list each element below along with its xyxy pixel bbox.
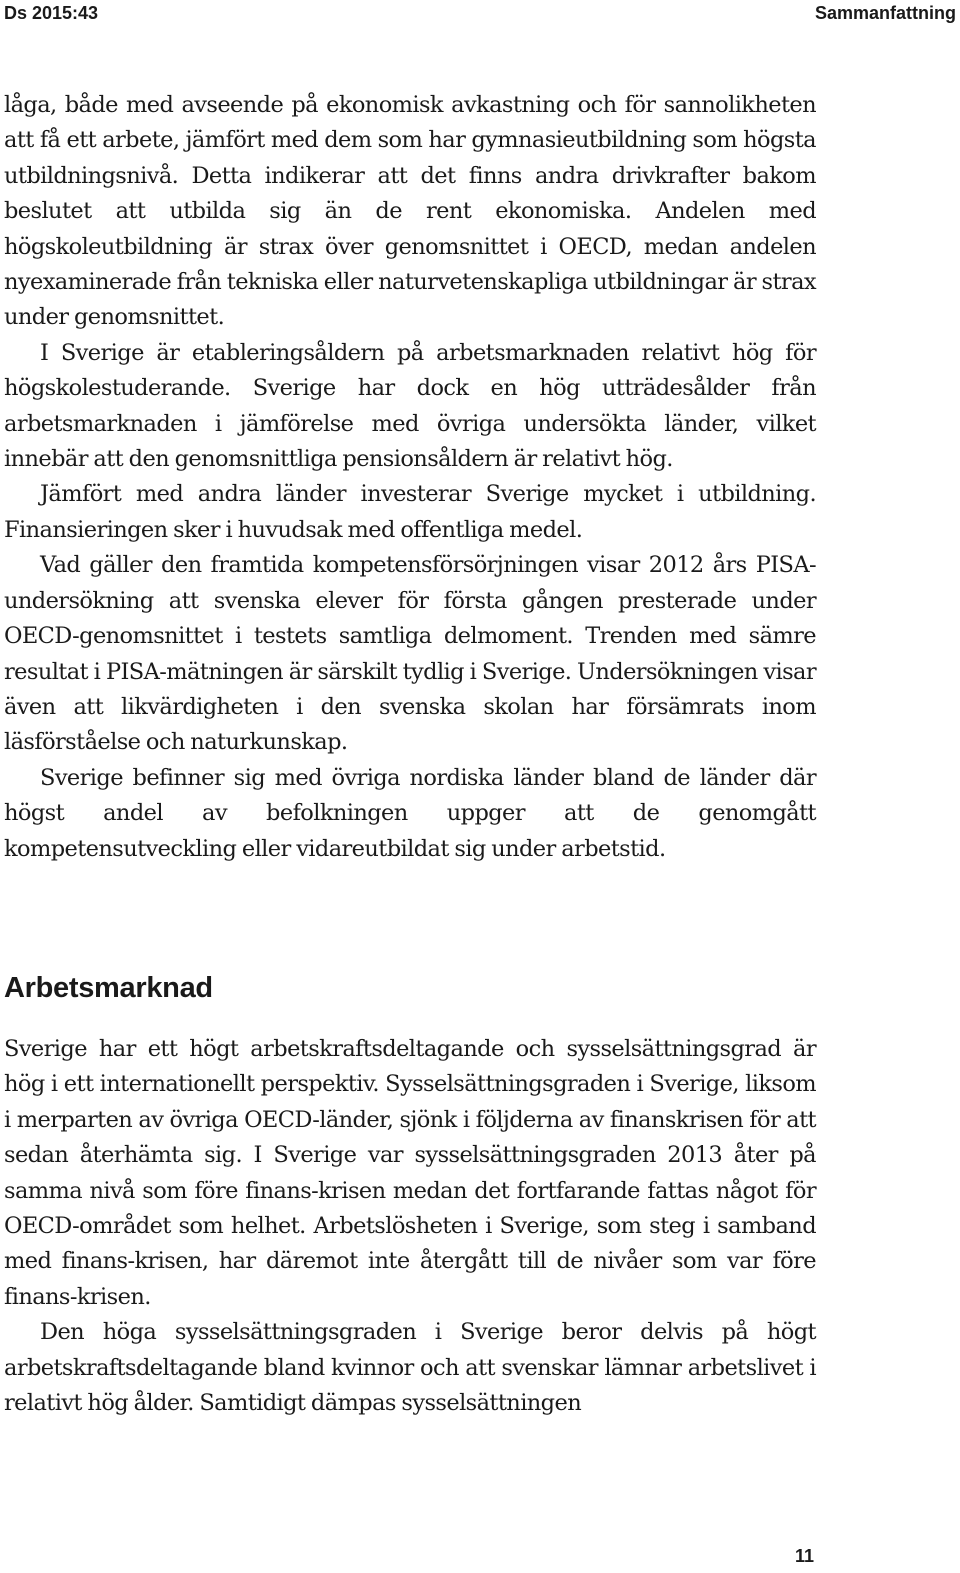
body-text-labour-market [4,1032,816,1421]
page-number: 11 [794,1546,814,1566]
document-id: Ds 2015:43 [4,3,99,23]
paragraph-employment-rate: Sverige har ett högt arbetskraftsdeltagande och sysselsättningsgrad är hög i ett internationellt perspektiv. Sysselsättningsgraden i Sverige, liksom i merparten av övriga OECD-länder, sjönk i följderna av finanskrisen för att sedan återhämta sig. I Sverige var sysselsättningsgraden 2013 åter på samma nivå som före finans-krisen medan det fortfarande fattas något för OECD-området som helhet. Arbetslösheten i Sverige, som steg i samband med finans-krisen, har däremot inte återgått till de nivåer som var före finans-krisen. [4,1036,816,1310]
section-label: Sammanfattning [814,3,956,23]
running-header [0,0,960,26]
paragraph-education-investment: Jämfört med andra länder investerar Sverige mycket i utbildning. Finansieringen sker i huvudsak med offentliga medel. [4,481,816,543]
body-text-intro [4,88,816,867]
paragraph-establishment-age: I Sverige är etableringsåldern på arbetsmarknaden relativt hög för högskolestuderande. Sverige har dock en hög utträdesålder från arbetsmarknaden i jämförelse med övriga undersökta länder, vilket innebär att den genomsnittliga pensionsåldern är relativt hög. [4,339,816,473]
paragraph-high-employment: Den höga sysselsättningsgraden i Sverige beror delvis på högt arbetskraftsdeltagande bland kvinnor och att svenskar lämnar arbetslivet i relativt hög ålder. Samtidigt dämpas sysselsättningen [4,1319,816,1417]
section-heading: Arbetsmarknad [4,972,213,1004]
paragraph-education-returns: låga, både med avseende på ekonomisk avkastning och för sannolikheten att få ett arbete, jämfört med dem som har gymnasieutbildning som högsta utbildningsnivå. Detta indikerar att det finns andra drivkrafter bakom beslutet att utbilda sig än de rent ekonomiska. Andelen med högskoleutbildning är strax över genomsnittet i OECD, medan andelen nyexaminerade från tekniska eller naturvetenskapliga utbildningar är strax under genomsnittet. [4,92,816,331]
paragraph-competence-development: Sverige befinner sig med övriga nordiska länder bland de länder där högst andel av befolkningen uppger att de genomgått kompetensutveckling eller vidareutbildat sig under arbetstid. [4,764,816,862]
paragraph-pisa: Vad gäller den framtida kompetensförsörjningen visar 2012 års PISA-undersökning att svenska elever för första gången presterade under OECD-genomsnittet i testets samtliga delmoment. Trenden med sämre resultat i PISA-mätningen är särskilt tydlig i Sverige. Undersökningen visar även att likvärdigheten i den svenska skolan har försämrats inom läsförståelse och naturkunskap. [4,552,816,756]
